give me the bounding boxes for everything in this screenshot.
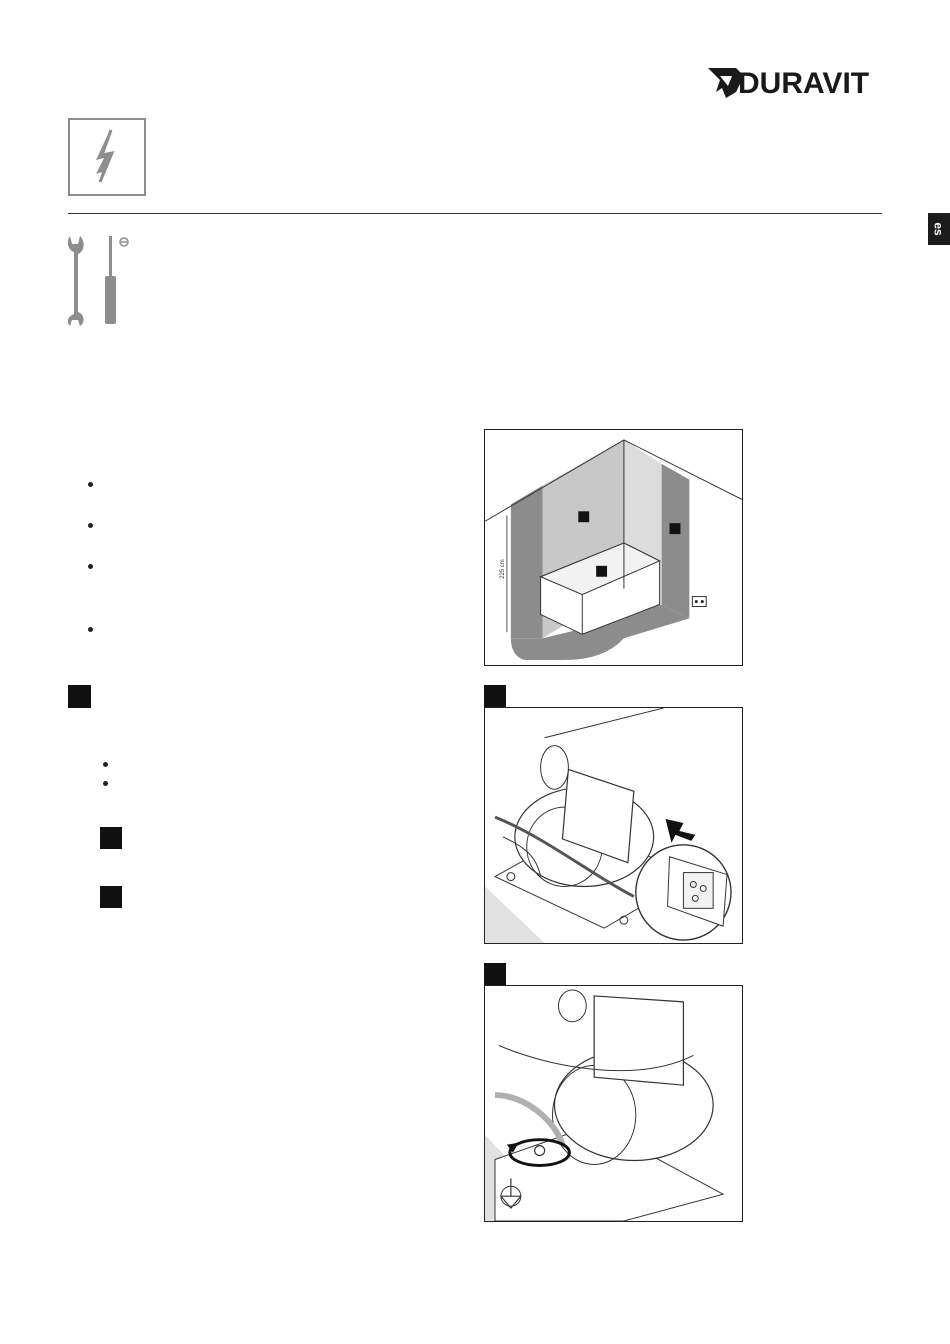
wrench-icon [68,236,84,326]
zone-height-label: 225 cm [499,559,506,579]
list-bullet [88,627,93,632]
header-divider [68,213,882,214]
bathroom-zones-figure [484,429,743,666]
high-voltage-warning-icon [70,120,144,194]
pump-grounding-figure [484,985,743,1222]
electrical-hazard-box [68,118,146,196]
tools-icon-group [64,232,132,328]
list-bullet [88,482,93,487]
brand-name: DURAVIT [738,67,870,100]
list-bullet [88,523,93,528]
pump-wiring-figure [484,707,743,944]
list-bullet [103,781,108,786]
figure-marker [484,963,506,985]
screwdriver-icon [105,236,128,324]
language-tab: es [928,213,950,245]
step-marker [68,685,91,708]
step-marker [100,886,122,908]
duravit-logo [706,62,890,102]
list-bullet [88,564,93,569]
list-bullet [103,762,108,767]
figure-marker [484,685,506,707]
step-marker [100,827,122,849]
